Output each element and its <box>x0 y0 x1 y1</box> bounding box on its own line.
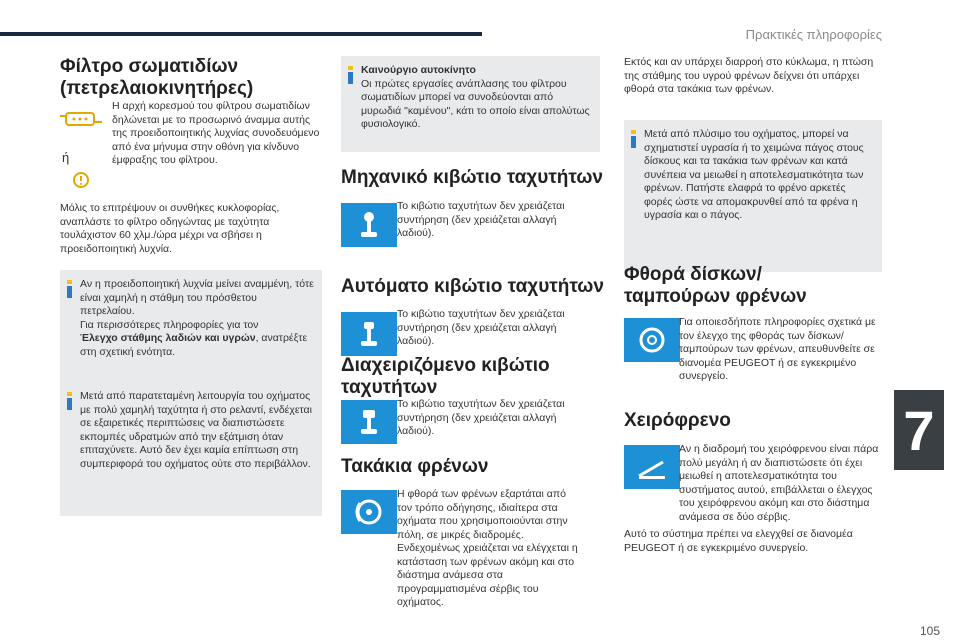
disc-wear-text: Για οποιεσδήποτε πληροφορίες σχετικά με τον έλεγχο της φθοράς των δίσκων/ταμπούρων των φρένων, απευθυνθείτε σε διανομέα PEUGEOT ή σε εγκεκριμένο συνεργείο. <box>679 316 876 382</box>
automatic-gearbox-text: Το κιβώτιο ταχυτήτων δεν χρειάζεται συντήρηση (δεν χρειάζεται αλλαγή λαδιού). <box>397 308 565 347</box>
page-number: 105 <box>919 624 940 638</box>
managed-gearbox-icon <box>341 400 397 444</box>
note-section-link[interactable]: Έλεγχο στάθμης λαδιών και υγρών <box>80 332 256 344</box>
running-header: Πρακτικές πληροφορίες <box>745 27 882 42</box>
note-box-additive <box>60 270 322 382</box>
note-new-car-title: Καινούργιο αυτοκίνητο <box>361 64 476 76</box>
section-title-manual-gearbox: Μηχανικό κιβώτιο ταχυτήτων <box>341 167 603 188</box>
note-refer-text: , ανατρέξτε στη σχετική ενότητα. <box>80 332 308 358</box>
manual-gearbox-text: Το κιβώτιο ταχυτήτων δεν χρειάζεται συντήρηση (δεν χρειάζεται αλλαγή λαδιού). <box>397 200 565 239</box>
particle-filter-intro: Η αρχή κορεσμού του φίλτρου σωματιδίων δηλώνεται με το προσωρινό άναμμα αυτής της προειδοποιητικής λυχνίας συνοδευόμενο από ένα μήνυμα στην οθόνη για κίνδυνο έμφραξης του φίλτρου. <box>112 100 320 166</box>
brake-discs-icon <box>624 318 680 362</box>
note-box-washing <box>624 120 882 272</box>
chapter-tab: 7 <box>894 390 944 470</box>
section-title-disc-wear: Φθορά δίσκων/ταμπούρων φρένων <box>624 264 807 307</box>
note-new-car-text: Οι πρώτες εργασίες ανάπλασης του φίλτρου σωματιδίων μπορεί να συνοδεύονται από μυρωδιά "καμένου", κάτι το οποίο είναι απολύτως φυσιολογικό. <box>361 77 590 130</box>
handbrake-paragraph: Αυτό το σύστημα πρέπει να ελεγχθεί σε διανομέα PEUGEOT ή σε εγκεκριμένο συνεργείο. <box>624 528 853 554</box>
or-label: ή <box>62 150 70 165</box>
automatic-gearbox-icon <box>341 312 397 356</box>
section-title-brake-pads: Τακάκια φρένων <box>341 456 489 477</box>
section-title-handbrake: Χειρόφρενο <box>624 410 731 431</box>
handbrake-text: Αν η διαδρομή του χειρόφρενου είναι πάρα πολύ μεγάλη ή αν διαπιστώσετε ότι έχει μειωθεί η αποτελεσματικότητα του συστήματος αυτού, επιβάλλεται ο έλεγχος του χειρόφρενου ακόμη και στο διάστημα ανάμεσα σε δύο σέρβις. <box>679 443 879 523</box>
particle-filter-warning-icon <box>60 108 102 135</box>
info-icon <box>67 280 72 298</box>
column-1 <box>60 56 322 100</box>
note-additive-text: Αν η προειδοποιητική λυχνία μείνει αναμμένη, τότε είναι χαμηλή η στάθμη του πρόσθετου πετρελαίου. <box>80 278 314 317</box>
brake-fluid-paragraph: Εκτός και αν υπάρχει διαρροή στο κύκλωμα, η πτώση της στάθμης του υγρού φρένων δείχνει ότι υπάρχει φθορά στα τακάκια των φρένων. <box>624 56 874 95</box>
brake-pads-text: Η φθορά των φρένων εξαρτάται από τον τρόπο οδήγησης, ιδιαίτερα στα οχήματα που χρησιμοποιούνται στην πόλη, σε μικρές διαδρομές. Ενδεχομένως χρειάζεται να ελέγχεται η κατάσταση των φρένων ακόμη και στο διάστημα ανάμεσα στα προγραμματισμένα σέρβις του οχήματος. <box>397 488 578 608</box>
particle-filter-paragraph: Μόλις το επιτρέψουν οι συνθήκες κυκλοφορίας, αναπλάστε το φίλτρο οδηγώντας με ταχύτητα τουλάχιστον 60 χλμ./ώρα μέχρι να σβήσει η προειδοποιητική λυχνία. <box>60 202 280 255</box>
info-icon <box>348 66 353 84</box>
info-icon <box>631 130 636 148</box>
section-title-managed-gearbox: Διαχειριζόμενο κιβώτιο ταχυτήτων <box>341 355 550 398</box>
managed-gearbox-text: Το κιβώτιο ταχυτήτων δεν χρειάζεται συντήρηση (δεν χρειάζεται αλλαγή λαδιού). <box>397 398 565 437</box>
section-title-particle-filter: Φίλτρο σωματιδίων (πετρελαιοκινητήρες) <box>60 56 254 99</box>
note-box-new-car <box>341 56 600 152</box>
section-title-automatic-gearbox: Αυτόματο κιβώτιο ταχυτήτων <box>341 276 604 297</box>
note-vapour-text: Μετά από παρατεταμένη λειτουργία του οχήματος με πολύ χαμηλή ταχύτητα ή στο ρελαντί, ενδέχεται σε εξαιρετικές περιπτώσεις να διαπιστώσετε εκπομπές υδρατμών από την εξάτμιση όταν επιταχύνετε. Αυτό δεν έχει καμία επίπτωση στη συμπεριφορά του οχήματος ούτε στο περιβάλλον. <box>80 390 312 470</box>
brake-pads-icon <box>341 490 397 534</box>
header-rule <box>0 32 482 36</box>
manual-gearbox-icon <box>341 203 397 247</box>
handbrake-icon <box>624 445 680 489</box>
note-more-info: Για περισσότερες πληροφορίες για τον <box>80 318 259 331</box>
warning-light-icon <box>60 170 102 195</box>
note-washing-text: Μετά από πλύσιμο του οχήματος, μπορεί να σχηματιστεί υγρασία ή το χειμώνα πάγος στους δίσκους και τα τακάκια των φρένων και κατά συνέπεια να μειωθεί η αποτελεσματικότητα των φρένων. Πατήστε ελαφρά το φρένο αρκετές φορές ώστε να απομακρυνθεί από τα φρένα η υγρασία και ο πάγος. <box>644 128 864 221</box>
note-box-vapour <box>60 382 322 516</box>
info-icon <box>67 392 72 410</box>
